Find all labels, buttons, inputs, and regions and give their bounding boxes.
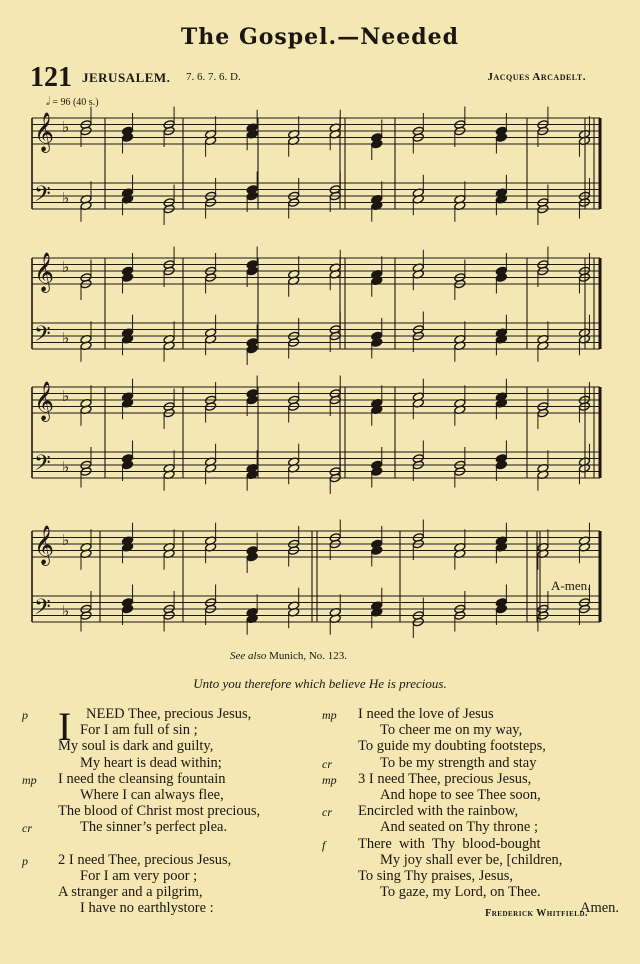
see-also <box>230 650 347 662</box>
verse-text: My joy shall ever be, [children, <box>380 851 563 868</box>
verse-text: The blood of Christ most precious, <box>58 803 261 820</box>
see-also-text: Munich, No. 123. <box>269 650 348 662</box>
flat-sign-icon: ♭ <box>62 258 70 276</box>
verse-line <box>322 819 622 835</box>
flat-sign-icon: ♭ <box>62 387 70 405</box>
verse-text: Encircled with the rainbow, <box>358 803 519 820</box>
verse-line <box>22 836 312 852</box>
verse-line <box>22 868 312 884</box>
meter: 7. 6. 7. 6. D. <box>186 71 241 83</box>
hymn-number: 121 <box>30 62 72 93</box>
verse-text: There with Thy blood-bought <box>358 835 541 852</box>
verse-text: To be my strength and stay <box>380 754 537 771</box>
verse-line <box>22 738 312 754</box>
author: Frederick Whitfield. <box>485 908 588 919</box>
verse-text: To gaze, my Lord, on Thee. <box>380 884 541 901</box>
verse-line <box>322 868 622 884</box>
dynamic-marking: mp <box>322 772 337 787</box>
flat-sign-icon: ♭ <box>62 531 70 549</box>
dynamic-marking: cr <box>22 821 32 836</box>
treble-clef-icon: 𝄞 <box>34 252 55 292</box>
verse-line <box>22 852 312 868</box>
verse-column-left <box>22 706 312 916</box>
bass-clef-icon: 𝄢 <box>34 451 51 481</box>
epigraph: Unto you therefore which believe He is precious. <box>193 676 447 691</box>
verse-text: Amen. <box>580 900 620 917</box>
verse-text: 2 I need Thee, precious Jesus, <box>58 851 232 868</box>
verse-line <box>22 819 312 835</box>
treble-clef-icon: 𝄞 <box>34 381 55 421</box>
bass-clef-icon: 𝄢 <box>34 595 51 625</box>
verse-text: My heart is dead within; <box>80 754 222 771</box>
verse-text: NEED Thee, precious Jesus, <box>86 706 252 722</box>
verse-text: I need the cleansing fountain <box>58 770 226 787</box>
half-note-icon: 𝅗𝅥 <box>46 94 50 108</box>
drop-cap: I <box>58 704 72 749</box>
tune-name: JERUSALEM. <box>82 70 171 85</box>
verse-text: To cheer me on my way, <box>380 722 523 739</box>
verse-text: Where I can always flee, <box>80 786 224 803</box>
flat-sign-icon: ♭ <box>62 602 70 620</box>
treble-clef-icon: 𝄞 <box>34 525 55 565</box>
verse-line <box>22 771 312 787</box>
verse-line <box>322 803 622 819</box>
verse-text: And seated on Thy throne ; <box>380 819 538 836</box>
verse-line <box>322 852 622 868</box>
verse-text: I need the love of Jesus <box>358 706 494 722</box>
verse-text: For I am very poor ; <box>80 867 198 884</box>
verse-line <box>22 900 312 916</box>
bass-clef-icon: 𝄢 <box>34 182 51 212</box>
flat-sign-icon: ♭ <box>62 189 70 207</box>
verse-text: I have no earthlystore : <box>80 900 214 917</box>
verse-text: And hope to see Thee soon, <box>380 786 541 803</box>
verse-line <box>322 722 622 738</box>
tempo-text: = 96 (40 s.) <box>52 97 99 108</box>
dynamic-marking: f <box>322 837 326 852</box>
verse-text: To guide my doubting footsteps, <box>358 738 546 755</box>
verse-line <box>322 771 622 787</box>
dynamic-marking: mp <box>322 708 337 722</box>
flat-sign-icon: ♭ <box>62 329 70 347</box>
verse-text: A stranger and a pilgrim, <box>58 884 203 901</box>
dynamic-marking: cr <box>322 805 332 820</box>
verse-line <box>322 884 622 900</box>
verse-text: The sinner’s perfect plea. <box>80 819 228 836</box>
verse-line <box>322 836 622 852</box>
verse-line <box>22 755 312 771</box>
verse-line <box>322 787 622 803</box>
dynamic-marking: p <box>22 853 28 868</box>
verse-text: 3 I need Thee, precious Jesus, <box>358 770 532 787</box>
verse-text: For I am full of sin ; <box>80 722 198 739</box>
verse-line <box>322 755 622 771</box>
flat-sign-icon: ♭ <box>62 458 70 476</box>
verse-line <box>22 722 312 738</box>
verse-text: My soul is dark and guilty, <box>58 738 214 755</box>
treble-clef-icon: 𝄞 <box>34 112 55 152</box>
page-title: The Gospel.—Needed <box>180 24 460 50</box>
dynamic-marking: mp <box>22 772 37 787</box>
verse-line <box>22 803 312 819</box>
bass-clef-icon: 𝄢 <box>34 322 51 352</box>
composer: Jacques Arcadelt. <box>487 71 586 83</box>
see-also-prefix: See also <box>230 650 267 662</box>
verse-text: To sing Thy praises, Jesus, <box>358 867 513 884</box>
verse-column-right <box>322 706 622 916</box>
flat-sign-icon: ♭ <box>62 118 70 136</box>
verse-line <box>22 884 312 900</box>
verse-line <box>322 706 622 722</box>
amen-label: A-men. <box>551 578 591 593</box>
dynamic-marking: cr <box>322 756 332 771</box>
dynamic-marking: p <box>22 708 28 722</box>
verse-line <box>22 787 312 803</box>
verse-line <box>322 738 622 754</box>
